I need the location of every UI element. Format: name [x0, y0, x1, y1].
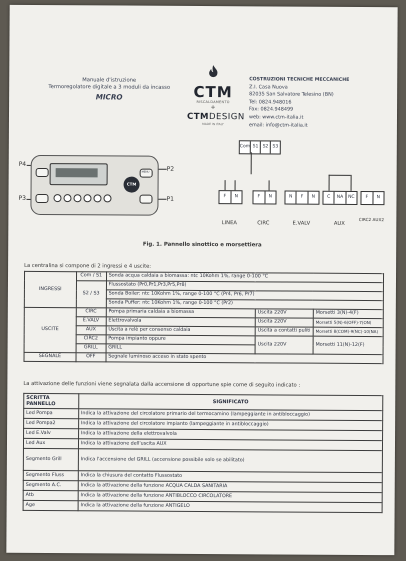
cell: Segmento Grill — [23, 448, 78, 470]
terminal-block-linea — [218, 190, 242, 204]
signal-intro: La attivazione delle funzioni viene segnalata dalla accensione di opportune spie come di seguito indicato : — [23, 380, 301, 389]
pin: F — [361, 192, 373, 204]
manual-subtitle: Termoregolatore digitale a 3 moduli da incasso — [48, 84, 171, 91]
cell: Morsetti 8(COM)-9(NC)-10(NA) — [313, 327, 383, 336]
button-p1 — [139, 195, 152, 204]
wire — [351, 175, 352, 191]
cell: S2 / S3 — [76, 281, 106, 308]
wire — [225, 180, 226, 190]
cell: Led Pompa — [24, 408, 79, 418]
logo-plus: + — [210, 104, 216, 112]
wire-sensor — [251, 152, 252, 174]
table-row — [23, 500, 382, 512]
cell: Segmento Fluss — [23, 470, 78, 480]
cell: E.VALV — [76, 317, 106, 326]
cell: AUX — [76, 326, 106, 335]
cell: Led Aux — [23, 438, 78, 448]
terminal-block-circ — [252, 190, 276, 204]
cell: GRILL — [76, 344, 106, 353]
header-scritta — [24, 393, 79, 408]
company-web: web: www.ctm-italia.it — [248, 114, 304, 121]
control-panel-diagram — [30, 155, 158, 216]
header-scritta-2: PANNELLO — [26, 400, 56, 408]
terminal-block-aux — [322, 191, 357, 205]
pin: N — [234, 194, 238, 200]
panel-label-p3: P3 — [18, 194, 26, 202]
pin: F — [297, 192, 308, 204]
company-tel: Tel: 0824.948016 — [249, 99, 292, 106]
label-circ: CIRC — [257, 220, 270, 227]
button-p2-menu — [140, 169, 153, 178]
cell: Uscita 220V — [255, 309, 313, 318]
cell: Uscita 220V — [255, 318, 313, 327]
terminal-block-diagram — [208, 134, 389, 235]
cell: Indica l'accensione del GRILL (accensione possibile solo se abilitato) — [78, 449, 382, 473]
cell: Pompa impianto oppure — [106, 335, 255, 345]
company-email: email: info@ctm-italia.it — [248, 121, 308, 129]
company-name: COSTRUZIONI TECNICHE MECCANICHE — [249, 77, 350, 83]
table-row — [24, 352, 383, 363]
wire — [329, 175, 351, 176]
terminal-com: Com — [240, 141, 251, 153]
group-segnale: SEGNALE — [24, 352, 76, 361]
cell: Sonda Puffer: ntc 10Kohm 1%, range 0-100 °C (Pr2) — [106, 299, 383, 310]
pin: F — [253, 191, 265, 203]
led-5 — [93, 194, 101, 202]
cell: Led E.Valv — [24, 428, 79, 438]
cell: OFF — [76, 353, 106, 362]
terminal-s3: S3 — [272, 144, 279, 150]
company-fax: Fax: 0824.948499 — [249, 106, 294, 113]
panel-label-p1: P1 — [166, 195, 174, 203]
wire — [235, 180, 236, 190]
wire — [269, 180, 270, 190]
cell: Indica la attivazione della elettrovalvola — [78, 429, 382, 441]
io-intro: La centralina si compone di 2 ingressi e 4 uscite: — [24, 262, 152, 270]
led-2 — [63, 194, 71, 202]
wire — [329, 175, 330, 191]
led-6 — [103, 194, 111, 202]
signal-table — [23, 393, 384, 513]
led-1 — [53, 194, 61, 202]
pin: C — [323, 192, 334, 204]
display-screen — [56, 168, 98, 177]
model-name: MICRO — [95, 92, 123, 102]
cell: Indica la attivazione della funzione ANTIBLOCCO CIRCOLATORE — [78, 491, 382, 503]
cell: Indica la attivazione del circolatore impianto (lampeggiante in antibloccaggio) — [78, 419, 382, 431]
led-4 — [83, 194, 91, 202]
pin: NA — [335, 192, 346, 204]
label-linea: LINEA — [221, 220, 237, 227]
terminal-block-circ2 — [360, 191, 384, 205]
company-address1: Z.I. Casa Nuova — [249, 83, 288, 91]
cell: Uscita a contatti puliti — [255, 327, 313, 336]
pin: F — [219, 191, 231, 203]
cell: GRILL — [106, 344, 255, 354]
cell: Sonda acqua caldaia a biomassa: ntc 10Kohm 1%, range 0-100 °C — [106, 272, 383, 283]
cell: Morsetti 11(N)-12(F) — [313, 336, 383, 354]
cell: CIRC2 — [76, 335, 106, 344]
button-p3 — [35, 194, 48, 203]
cell: Pompa primaria caldaia a biomassa — [106, 308, 255, 318]
cell: CIRC — [76, 308, 106, 317]
led-3 — [73, 194, 81, 202]
io-table — [23, 271, 384, 364]
design-logo-b: DESIGN — [208, 112, 245, 123]
panel-label-p2: P2 — [166, 165, 175, 173]
manual-title: Manuale d'istruzione — [82, 77, 137, 84]
terminal-block-evalv — [284, 191, 319, 205]
cell: Age — [23, 500, 78, 510]
header-significato: SIGNIFICATO — [79, 394, 383, 411]
document-sheet — [6, 5, 397, 555]
ctm-logo — [186, 64, 245, 127]
design-logo-a: CTM — [186, 111, 210, 123]
terminal-s2: S2 — [261, 141, 271, 153]
cell: Elettrovalvola — [106, 317, 255, 327]
made-in-italy: MADE IN ITALY — [202, 121, 224, 127]
pin: N — [285, 192, 296, 204]
panel-display — [50, 163, 108, 185]
cell: Indica la attivazione dell'uscita AUX — [78, 439, 382, 451]
manual-title-block — [39, 77, 179, 101]
menu-label: MENU — [141, 170, 150, 174]
cell: Sonda Boiler: ntc 10Kohm 1%, range 0-100 °C (Pr4, Pr6, Pr7) — [106, 290, 383, 301]
company-info — [249, 76, 369, 130]
cell: Com / S1 — [76, 272, 106, 281]
pin: N — [376, 195, 380, 201]
flame-icon — [205, 64, 221, 80]
cell: Morsetti 5(N)-6(OFF)-7(ON) — [313, 318, 383, 327]
table-row — [23, 448, 382, 472]
cell: Atb — [23, 490, 78, 500]
group-ingressi: INGRESSI — [24, 271, 76, 307]
cell: Indica la attivazione della funzione ACQUA CALDA SANITARIA — [78, 481, 382, 493]
label-evalv: E.VALV — [292, 220, 311, 227]
figure-caption: Fig. 1. Pannello sinottico e morsettiera — [142, 241, 262, 249]
design-logo — [186, 111, 245, 123]
header-scritta-1: SCRITTA — [26, 394, 50, 402]
label-circ2: CIRC2 AUX2 — [358, 216, 385, 223]
pin: NC — [348, 194, 355, 200]
pin: N — [311, 194, 316, 200]
group-uscite: USCITE — [24, 307, 76, 352]
cell: Indica la attivazione del circolatore primario del termocamino (lampeggiante in antibloccaggio) — [78, 409, 382, 421]
cell: Uscita a relè per consenso caldaia — [106, 326, 255, 336]
brand-subtitle: RISCALDAMENTO — [196, 99, 230, 105]
cell: Morsetti 3(N)-4(F) — [313, 309, 383, 318]
label-aux: AUX — [333, 220, 345, 227]
cell: Indica la chiusura del contatto Flussostato — [78, 471, 382, 483]
brand-name: CTM — [193, 82, 233, 102]
terminal-s1: S1 — [251, 141, 261, 153]
cell: Segnale luminoso acceso in stato spento — [106, 353, 383, 364]
cell: Indica la attivazione della funzione ANTIGELO — [78, 501, 382, 513]
cell: Uscita 220V — [255, 336, 313, 354]
company-address2: 82035 San Salvatore Telesino (BN) — [249, 91, 334, 98]
cell: Segmento A.C. — [23, 480, 78, 490]
button-p4 — [36, 168, 49, 177]
cell: Led Pompa2 — [24, 418, 79, 428]
panel-label-p4: P4 — [18, 160, 27, 168]
sensor-terminal-block — [239, 140, 281, 154]
pin: N — [268, 194, 272, 200]
cell: Flussostato (Pr0,Pr1,Pr3,Pr5,Pr8) — [106, 281, 383, 292]
ctm-badge: CTM — [124, 177, 140, 193]
